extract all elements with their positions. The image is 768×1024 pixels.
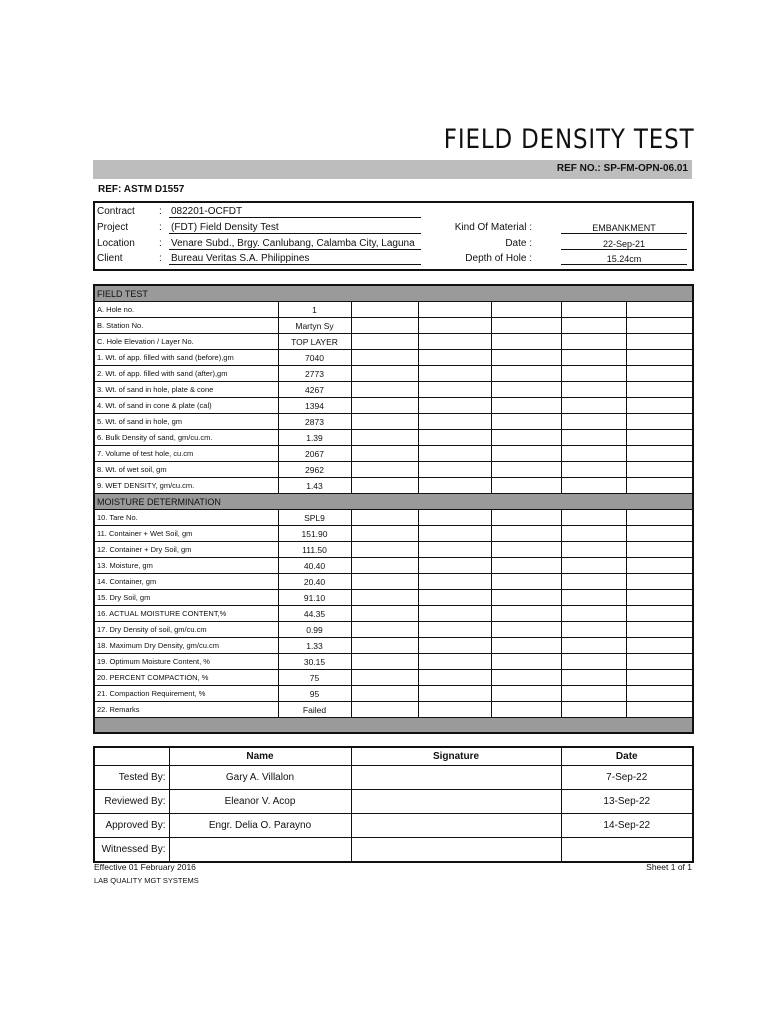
signature-field — [351, 766, 561, 790]
table-row — [94, 366, 693, 382]
contract-label: Contract — [97, 206, 135, 217]
empty-cell — [351, 622, 418, 638]
empty-cell — [491, 542, 561, 558]
signature-row — [94, 766, 693, 790]
row-label: 7. Volume of test hole, cu.cm — [94, 446, 278, 462]
signature-field — [351, 790, 561, 814]
row-value: 40.40 — [278, 558, 351, 574]
empty-cell — [351, 606, 418, 622]
empty-cell — [351, 510, 418, 526]
empty-cell — [626, 686, 693, 702]
empty-cell — [491, 686, 561, 702]
empty-cell — [351, 462, 418, 478]
row-value: 0.99 — [278, 622, 351, 638]
project-info-box — [93, 201, 694, 271]
empty-cell — [418, 478, 491, 494]
row-value: 7040 — [278, 350, 351, 366]
empty-cell — [418, 414, 491, 430]
empty-cell — [351, 526, 418, 542]
empty-cell — [561, 526, 626, 542]
empty-cell — [561, 302, 626, 318]
empty-cell — [561, 350, 626, 366]
sheet-number: Sheet 1 of 1 — [646, 862, 692, 872]
empty-cell — [626, 334, 693, 350]
empty-cell — [491, 702, 561, 718]
blank-band — [94, 718, 693, 734]
empty-cell — [418, 430, 491, 446]
signature-field — [351, 838, 561, 863]
row-value: 20.40 — [278, 574, 351, 590]
project-label: Project — [97, 222, 129, 233]
table-row — [94, 606, 693, 622]
table-row — [94, 590, 693, 606]
empty-cell — [561, 366, 626, 382]
signature-table — [93, 746, 694, 863]
table-row — [94, 702, 693, 718]
row-label: 4. Wt. of sand in cone & plate (cal) — [94, 398, 278, 414]
table-row — [94, 654, 693, 670]
empty-cell — [351, 542, 418, 558]
table-row — [94, 350, 693, 366]
contract-value: 082201-OCFDT — [169, 206, 421, 218]
empty-cell — [351, 478, 418, 494]
moisture-header — [94, 494, 693, 510]
empty-cell — [351, 574, 418, 590]
empty-cell — [351, 366, 418, 382]
empty-cell — [351, 334, 418, 350]
table-row — [94, 558, 693, 574]
table-row — [94, 574, 693, 590]
empty-cell — [561, 638, 626, 654]
row-label: 20. PERCENT COMPACTION, % — [94, 670, 278, 686]
row-value: 1 — [278, 302, 351, 318]
empty-cell — [351, 702, 418, 718]
sign-date: 13-Sep-22 — [561, 790, 693, 814]
table-row — [94, 686, 693, 702]
empty-cell — [626, 350, 693, 366]
row-value: Martyn Sy — [278, 318, 351, 334]
row-label: 19. Optimum Moisture Content, % — [94, 654, 278, 670]
empty-cell — [626, 366, 693, 382]
empty-cell — [418, 606, 491, 622]
empty-cell — [491, 398, 561, 414]
empty-cell — [561, 318, 626, 334]
row-value: SPL9 — [278, 510, 351, 526]
empty-cell — [626, 446, 693, 462]
signature-row — [94, 838, 693, 863]
empty-cell — [418, 558, 491, 574]
empty-cell — [351, 414, 418, 430]
row-label: 18. Maximum Dry Density, gm/cu.cm — [94, 638, 278, 654]
material-label: Kind Of Material : — [454, 222, 532, 233]
row-label: 9. WET DENSITY, gm/cu.cm. — [94, 478, 278, 494]
empty-cell — [418, 654, 491, 670]
empty-cell — [561, 414, 626, 430]
row-label: 6. Bulk Density of sand, gm/cu.cm. — [94, 430, 278, 446]
empty-cell — [491, 478, 561, 494]
empty-cell — [418, 334, 491, 350]
empty-cell — [491, 558, 561, 574]
location-label: Location — [97, 238, 135, 249]
row-value: 151.90 — [278, 526, 351, 542]
empty-cell — [351, 558, 418, 574]
empty-cell — [626, 462, 693, 478]
ref-number: REF NO.: SP-FM-OPN-06.01 — [556, 163, 688, 174]
empty-cell — [561, 622, 626, 638]
table-row — [94, 446, 693, 462]
empty-cell — [491, 574, 561, 590]
empty-cell — [491, 350, 561, 366]
date-header: Date — [561, 747, 693, 766]
row-value: 111.50 — [278, 542, 351, 558]
table-row — [94, 398, 693, 414]
row-value: 1394 — [278, 398, 351, 414]
row-value: 1.39 — [278, 430, 351, 446]
empty-cell — [561, 702, 626, 718]
row-value: 1.33 — [278, 638, 351, 654]
row-value: TOP LAYER — [278, 334, 351, 350]
empty-cell — [351, 446, 418, 462]
empty-cell — [491, 302, 561, 318]
role-label: Tested By: — [94, 766, 169, 790]
signer-name — [169, 838, 351, 863]
project-value: (FDT) Field Density Test — [169, 222, 421, 234]
date-label: Date : — [505, 238, 532, 249]
table-row — [94, 526, 693, 542]
empty-cell — [418, 302, 491, 318]
empty-cell — [491, 622, 561, 638]
client-value: Bureau Veritas S.A. Philippines — [169, 253, 421, 265]
table-row — [94, 510, 693, 526]
row-value: 75 — [278, 670, 351, 686]
empty-cell — [418, 382, 491, 398]
row-label: 10. Tare No. — [94, 510, 278, 526]
empty-cell — [561, 462, 626, 478]
row-label: C. Hole Elevation / Layer No. — [94, 334, 278, 350]
empty-cell — [491, 606, 561, 622]
empty-cell — [418, 350, 491, 366]
field-test-header-label: FIELD TEST — [94, 285, 693, 302]
row-label: A. Hole no. — [94, 302, 278, 318]
row-label: 17. Dry Density of soil, gm/cu.cm — [94, 622, 278, 638]
empty-cell — [418, 670, 491, 686]
empty-cell — [351, 302, 418, 318]
empty-cell — [491, 670, 561, 686]
colon: : — [159, 222, 162, 233]
empty-cell — [626, 590, 693, 606]
empty-cell — [418, 686, 491, 702]
colon: : — [159, 238, 162, 249]
empty-cell — [491, 382, 561, 398]
client-label: Client — [97, 253, 123, 264]
row-label: 14. Container, gm — [94, 574, 278, 590]
empty-cell — [418, 526, 491, 542]
name-header: Name — [169, 747, 351, 766]
row-label: 22. Remarks — [94, 702, 278, 718]
row-label: 2. Wt. of app. filled with sand (after),gm — [94, 366, 278, 382]
footer-band — [94, 718, 693, 734]
empty-cell — [626, 542, 693, 558]
empty-cell — [626, 510, 693, 526]
empty-cell — [626, 318, 693, 334]
sign-date — [561, 838, 693, 863]
empty-cell — [418, 542, 491, 558]
row-label: 11. Container + Wet Soil, gm — [94, 526, 278, 542]
row-label: 15. Dry Soil, gm — [94, 590, 278, 606]
table-row — [94, 670, 693, 686]
empty-cell — [418, 590, 491, 606]
row-value: 30.15 — [278, 654, 351, 670]
empty-cell — [561, 606, 626, 622]
empty-cell — [491, 590, 561, 606]
empty-cell — [626, 574, 693, 590]
empty-cell — [626, 478, 693, 494]
empty-cell — [418, 366, 491, 382]
empty-cell — [418, 702, 491, 718]
row-label: 16. ACTUAL MOISTURE CONTENT,% — [94, 606, 278, 622]
empty-cell — [626, 606, 693, 622]
field-test-header — [94, 285, 693, 302]
empty-cell — [626, 398, 693, 414]
empty-cell — [561, 334, 626, 350]
empty-cell — [626, 526, 693, 542]
table-row — [94, 382, 693, 398]
empty-cell — [491, 510, 561, 526]
row-label: 5. Wt. of sand in hole, gm — [94, 414, 278, 430]
empty-cell — [626, 638, 693, 654]
empty-cell — [491, 318, 561, 334]
empty-cell — [491, 462, 561, 478]
empty-cell — [491, 366, 561, 382]
table-row — [94, 478, 693, 494]
empty-cell — [491, 638, 561, 654]
role-label: Reviewed By: — [94, 790, 169, 814]
empty-cell — [626, 430, 693, 446]
empty-cell — [418, 622, 491, 638]
test-data-table — [93, 284, 694, 734]
empty-cell — [626, 382, 693, 398]
empty-cell — [351, 670, 418, 686]
system-name: LAB QUALITY MGT SYSTEMS — [94, 876, 199, 885]
empty-cell — [626, 702, 693, 718]
empty-cell — [491, 526, 561, 542]
row-value: 1.43 — [278, 478, 351, 494]
empty-cell — [561, 510, 626, 526]
empty-cell — [626, 622, 693, 638]
empty-cell — [418, 462, 491, 478]
empty-cell — [351, 590, 418, 606]
signature-row — [94, 790, 693, 814]
row-label: 13. Moisture, gm — [94, 558, 278, 574]
row-value: 4267 — [278, 382, 351, 398]
table-row — [94, 414, 693, 430]
empty-cell — [626, 302, 693, 318]
role-label: Witnessed By: — [94, 838, 169, 863]
document-title: FIELD DENSITY TEST — [443, 124, 695, 155]
table-row — [94, 462, 693, 478]
colon: : — [159, 206, 162, 217]
empty-cell — [561, 398, 626, 414]
empty-cell — [561, 478, 626, 494]
depth-label: Depth of Hole : — [465, 253, 532, 264]
date-value: 22-Sep-21 — [561, 239, 687, 250]
table-row — [94, 542, 693, 558]
empty-cell — [561, 686, 626, 702]
colon: : — [159, 253, 162, 264]
sign-date: 14-Sep-22 — [561, 814, 693, 838]
table-row — [94, 622, 693, 638]
signer-name: Gary A. Villalon — [169, 766, 351, 790]
signature-header: Signature — [351, 747, 561, 766]
ref-bar — [93, 160, 692, 179]
depth-value: 15.24cm — [561, 254, 687, 265]
empty-cell — [561, 430, 626, 446]
table-row — [94, 638, 693, 654]
row-value: 95 — [278, 686, 351, 702]
signature-field — [351, 814, 561, 838]
row-value: 2962 — [278, 462, 351, 478]
empty-cell — [626, 654, 693, 670]
empty-cell — [351, 398, 418, 414]
row-label: B. Station No. — [94, 318, 278, 334]
empty-cell — [561, 574, 626, 590]
empty-cell — [351, 318, 418, 334]
row-label: 8. Wt. of wet soil, gm — [94, 462, 278, 478]
empty-cell — [351, 430, 418, 446]
signer-name: Eleanor V. Acop — [169, 790, 351, 814]
table-row — [94, 318, 693, 334]
table-row — [94, 302, 693, 318]
moisture-header-label: MOISTURE DETERMINATION — [94, 494, 693, 510]
empty-cell — [561, 382, 626, 398]
empty-cell — [561, 558, 626, 574]
empty-cell — [418, 638, 491, 654]
empty-cell — [491, 414, 561, 430]
empty-cell — [626, 558, 693, 574]
row-value: Failed — [278, 702, 351, 718]
empty-cell — [351, 382, 418, 398]
empty-cell — [491, 430, 561, 446]
empty-cell — [561, 670, 626, 686]
empty-cell — [418, 318, 491, 334]
empty-cell — [561, 590, 626, 606]
table-row — [94, 430, 693, 446]
row-label: 3. Wt. of sand in hole, plate & cone — [94, 382, 278, 398]
row-label: 1. Wt. of app. filled with sand (before),gm — [94, 350, 278, 366]
row-value: 44.35 — [278, 606, 351, 622]
ref-astm: REF: ASTM D1557 — [98, 184, 185, 195]
role-label: Approved By: — [94, 814, 169, 838]
empty-cell — [626, 414, 693, 430]
location-value: Venare Subd., Brgy. Canlubang, Calamba City, Laguna — [169, 238, 421, 250]
empty-cell — [418, 574, 491, 590]
empty-cell — [561, 542, 626, 558]
sign-date: 7-Sep-22 — [561, 766, 693, 790]
blank-header — [94, 747, 169, 766]
empty-cell — [561, 654, 626, 670]
empty-cell — [351, 654, 418, 670]
row-value: 2773 — [278, 366, 351, 382]
empty-cell — [351, 686, 418, 702]
empty-cell — [418, 398, 491, 414]
row-value: 91.10 — [278, 590, 351, 606]
empty-cell — [626, 670, 693, 686]
empty-cell — [561, 446, 626, 462]
row-label: 21. Compaction Requirement, % — [94, 686, 278, 702]
empty-cell — [418, 446, 491, 462]
material-value: EMBANKMENT — [561, 223, 687, 234]
row-value: 2067 — [278, 446, 351, 462]
empty-cell — [491, 446, 561, 462]
signature-row — [94, 814, 693, 838]
effective-date: Effective 01 February 2016 — [94, 862, 196, 872]
row-label: 12. Container + Dry Soil, gm — [94, 542, 278, 558]
signer-name: Engr. Delia O. Parayno — [169, 814, 351, 838]
empty-cell — [351, 350, 418, 366]
table-row — [94, 334, 693, 350]
row-value: 2873 — [278, 414, 351, 430]
empty-cell — [491, 654, 561, 670]
empty-cell — [418, 510, 491, 526]
empty-cell — [491, 334, 561, 350]
signature-header-row — [94, 747, 693, 766]
empty-cell — [351, 638, 418, 654]
